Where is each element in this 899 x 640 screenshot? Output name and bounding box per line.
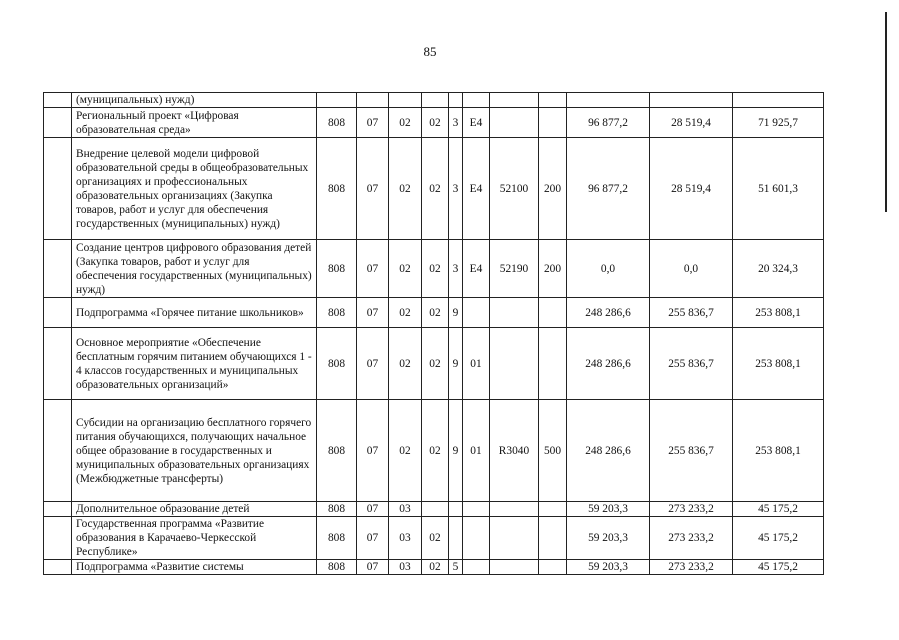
amount-year-3-cell: 45 175,2 [733,560,824,575]
expense-type-cell: 200 [539,240,567,298]
target-code-direction-cell: R3040 [490,400,539,502]
amount-year-3-cell: 45 175,2 [733,502,824,517]
amount-year-2-cell: 28 519,4 [650,138,733,240]
target-code-program-cell: 02 [422,560,449,575]
target-code-direction-cell: 52100 [490,138,539,240]
row-number-cell [44,108,72,138]
row-number-cell [44,400,72,502]
amount-year-3-cell: 20 324,3 [733,240,824,298]
subsection-code-cell: 02 [389,240,422,298]
ved-code-cell: 808 [317,560,357,575]
expense-type-cell: 200 [539,138,567,240]
section-code-cell: 07 [357,560,389,575]
amount-year-1-cell [567,93,650,108]
item-name-cell: Субсидии на организацию бесплатного горячего питания обучающихся, получающих начальное общее образование в государственных и муниципальных образовательных организациях (Межбюджетные трансферты) [72,400,317,502]
target-code-subprogram-cell [449,502,463,517]
page-number: 85 [423,44,437,59]
section-code-cell: 07 [357,328,389,400]
ved-code-cell: 808 [317,502,357,517]
target-code-program-cell: 02 [422,328,449,400]
amount-year-2-cell: 255 836,7 [650,298,733,328]
amount-year-1-cell: 96 877,2 [567,108,650,138]
table-row [44,240,824,298]
table-row [44,502,824,517]
amount-year-3-cell: 253 808,1 [733,298,824,328]
row-number-cell [44,328,72,400]
table-row [44,138,824,240]
target-code-subprogram-cell: 3 [449,108,463,138]
expense-type-cell [539,328,567,400]
ved-code-cell: 808 [317,138,357,240]
table-row [44,93,824,108]
target-code-subprogram-cell: 3 [449,138,463,240]
amount-year-3-cell: 45 175,2 [733,517,824,560]
target-code-program-cell [422,93,449,108]
subsection-code-cell: 03 [389,560,422,575]
amount-year-2-cell [650,93,733,108]
table-row [44,560,824,575]
subsection-code-cell: 03 [389,517,422,560]
target-code-direction-cell [490,502,539,517]
item-name-cell: Подпрограмма «Горячее питание школьников» [72,298,317,328]
subsection-code-cell [389,93,422,108]
target-code-event-cell [463,560,490,575]
budget-table [43,92,824,575]
amount-year-1-cell: 248 286,6 [567,298,650,328]
amount-year-3-cell [733,93,824,108]
subsection-code-cell: 02 [389,328,422,400]
item-name-cell: Региональный проект «Цифровая образовательная среда» [72,108,317,138]
target-code-event-cell: E4 [463,138,490,240]
amount-year-1-cell: 0,0 [567,240,650,298]
subsection-code-cell: 02 [389,138,422,240]
row-number-cell [44,502,72,517]
amount-year-2-cell: 273 233,2 [650,517,733,560]
ved-code-cell: 808 [317,298,357,328]
target-code-program-cell: 02 [422,138,449,240]
target-code-event-cell [463,298,490,328]
amount-year-1-cell: 248 286,6 [567,328,650,400]
expense-type-cell [539,93,567,108]
ved-code-cell: 808 [317,328,357,400]
item-name-cell: Дополнительное образование детей [72,502,317,517]
amount-year-2-cell: 255 836,7 [650,328,733,400]
item-name-cell: Внедрение целевой модели цифровой образовательной среды в общеобразовательных организациях и профессиональных образовательных организациях (Закупка товаров, работ и услуг для обеспечения государственных (муниципальных) нужд) [72,138,317,240]
table-row [44,517,824,560]
amount-year-2-cell: 255 836,7 [650,400,733,502]
amount-year-1-cell: 96 877,2 [567,138,650,240]
target-code-event-cell [463,517,490,560]
expense-type-cell [539,298,567,328]
section-code-cell [357,93,389,108]
target-code-program-cell: 02 [422,108,449,138]
page-edge-line [885,12,887,212]
row-number-cell [44,138,72,240]
target-code-direction-cell [490,517,539,560]
amount-year-2-cell: 0,0 [650,240,733,298]
amount-year-3-cell: 51 601,3 [733,138,824,240]
target-code-subprogram-cell: 9 [449,328,463,400]
target-code-subprogram-cell: 3 [449,240,463,298]
amount-year-2-cell: 273 233,2 [650,502,733,517]
amount-year-1-cell: 59 203,3 [567,560,650,575]
target-code-event-cell [463,502,490,517]
target-code-direction-cell [490,108,539,138]
section-code-cell: 07 [357,400,389,502]
target-code-direction-cell [490,298,539,328]
target-code-event-cell: E4 [463,108,490,138]
section-code-cell: 07 [357,298,389,328]
amount-year-3-cell: 253 808,1 [733,400,824,502]
amount-year-1-cell: 248 286,6 [567,400,650,502]
target-code-event-cell: 01 [463,400,490,502]
table-row [44,328,824,400]
expense-type-cell [539,560,567,575]
row-number-cell [44,298,72,328]
target-code-program-cell: 02 [422,298,449,328]
target-code-direction-cell [490,328,539,400]
table-row [44,400,824,502]
subsection-code-cell: 02 [389,400,422,502]
ved-code-cell [317,93,357,108]
target-code-program-cell: 02 [422,240,449,298]
target-code-event-cell: 01 [463,328,490,400]
table-row [44,108,824,138]
expense-type-cell [539,517,567,560]
ved-code-cell: 808 [317,400,357,502]
target-code-direction-cell [490,560,539,575]
target-code-subprogram-cell: 5 [449,560,463,575]
item-name-cell: (муниципальных) нужд) [72,93,317,108]
item-name-cell: Государственная программа «Развитие образования в Карачаево-Черкесской Республике» [72,517,317,560]
target-code-subprogram-cell [449,93,463,108]
amount-year-2-cell: 273 233,2 [650,560,733,575]
ved-code-cell: 808 [317,240,357,298]
section-code-cell: 07 [357,502,389,517]
amount-year-1-cell: 59 203,3 [567,517,650,560]
table-row [44,298,824,328]
subsection-code-cell: 03 [389,502,422,517]
section-code-cell: 07 [357,108,389,138]
target-code-subprogram-cell: 9 [449,298,463,328]
amount-year-2-cell: 28 519,4 [650,108,733,138]
ved-code-cell: 808 [317,517,357,560]
row-number-cell [44,560,72,575]
target-code-direction-cell [490,93,539,108]
target-code-program-cell: 02 [422,517,449,560]
item-name-cell: Подпрограмма «Развитие системы [72,560,317,575]
target-code-event-cell: E4 [463,240,490,298]
item-name-cell: Основное мероприятие «Обеспечение бесплатным горячим питанием обучающихся 1 - 4 классов государственных и муниципальных образовательных организаций» [72,328,317,400]
target-code-program-cell: 02 [422,400,449,502]
row-number-cell [44,517,72,560]
section-code-cell: 07 [357,138,389,240]
section-code-cell: 07 [357,240,389,298]
target-code-subprogram-cell [449,517,463,560]
row-number-cell [44,93,72,108]
amount-year-1-cell: 59 203,3 [567,502,650,517]
expense-type-cell: 500 [539,400,567,502]
row-number-cell [44,240,72,298]
expense-type-cell [539,108,567,138]
ved-code-cell: 808 [317,108,357,138]
amount-year-3-cell: 71 925,7 [733,108,824,138]
target-code-subprogram-cell: 9 [449,400,463,502]
subsection-code-cell: 02 [389,108,422,138]
target-code-direction-cell: 52190 [490,240,539,298]
item-name-cell: Создание центров цифрового образования детей (Закупка товаров, работ и услуг для обеспечения государственных (муниципальных) нужд) [72,240,317,298]
section-code-cell: 07 [357,517,389,560]
target-code-event-cell [463,93,490,108]
expense-type-cell [539,502,567,517]
amount-year-3-cell: 253 808,1 [733,328,824,400]
target-code-program-cell [422,502,449,517]
subsection-code-cell: 02 [389,298,422,328]
